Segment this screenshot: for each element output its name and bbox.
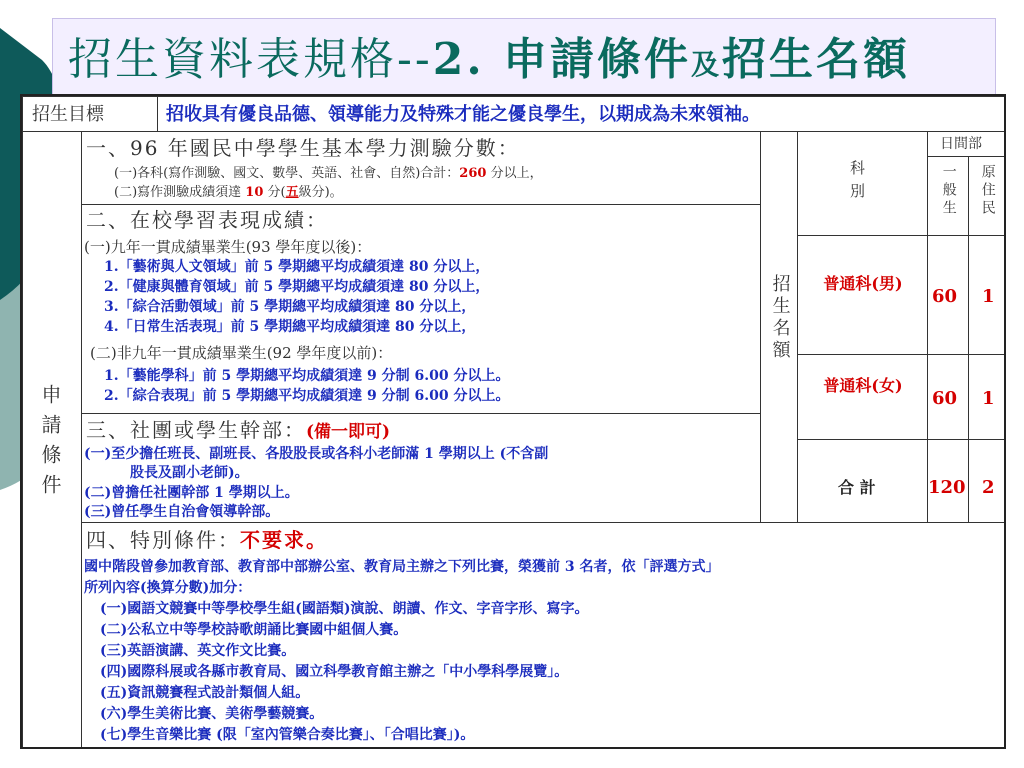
sec1-heading: 一、96 年國民中學學生基本學力測驗分數： [86,136,520,160]
admission-table [20,94,1006,749]
sec4-intro1: 國中階段曾參加教育部、教育部中部辦公室、教育局主辦之下列比賽，榮獲前 3 名者，依「評選方式」 [84,559,720,575]
sec2-item5: 1.「藝能學科」前 5 學期總平均成績須達 9 分制 6.00 分以上。 [104,368,510,384]
sec2-item1: 1.「藝術與人文領域」前 5 學期總平均成績須達 80 分以上， [104,259,490,275]
sec4-item2: (二)公私立中等學校詩歌朗誦比賽國中組個人賽。 [100,622,408,638]
goal-text: 招收具有優良品德、領導能力及特殊才能之優良學生，以期成為未來領袖。 [166,104,760,125]
quota-row1-subject: 普通科(男) [823,274,903,293]
quota-row2-subject: 普通科(女) [823,376,903,395]
quota-row2-general: 60 [932,388,958,409]
sec4-item1: (一)國語文競賽中等學校學生組(國語類)演說、朗讀、作文、字音字形、寫字。 [100,601,589,617]
sec2-heading: 二、在校學習表現成績： [86,208,328,232]
sec1-line1: (一)各科(寫作測驗、國文、數學、英語、社會、自然)合計：260 分以上， [114,166,543,181]
sec4-item7: (七)學生音樂比賽 (限「室內管樂合奏比賽」、「合唱比賽」)。 [100,727,475,743]
sec4-item4: (四)國際科展或各縣市教育局、國立科學教育館主辦之「中小學科學展覽」。 [100,664,569,680]
quota-total-aboriginal: 2 [982,477,995,498]
quota-total-label: 合 計 [838,478,876,497]
quota-general-header: 一般生 [940,164,957,218]
sec4-item3: (三)英語演講、英文作文比賽。 [100,643,296,659]
quota-aboriginal-header: 原住民 [979,164,996,218]
quota-subject-header: 科別 [848,160,866,206]
sec2-item6: 2.「綜合表現」前 5 學期總平均成績須達 9 分制 6.00 分以上。 [104,388,510,404]
sec3-item2: (二)曾擔任社團幹部 1 學期以上。 [84,485,299,501]
quota-row1-aboriginal: 1 [982,286,995,307]
sec4-heading: 四、特別條件：不要求。 [86,528,328,552]
quota-total-general: 120 [928,477,966,498]
quota-row2-subject-cell [797,354,928,440]
side-label: 申請條件 [38,384,62,504]
sec3-heading: 三、社團或學生幹部：(備一即可) [86,418,391,442]
sec3-item1: (一)至少擔任班長、副班長、各股股長或各科小老師滿 1 學期以上 (不含副 [84,446,549,462]
slide-title: 招生資料表規格--2. 申請條件及招生名額 [68,34,911,85]
sec2-sub2: (二)非九年一貫成績畢業生(92 學年度以前)： [90,344,393,362]
goal-label: 招生目標 [32,104,104,125]
sec4-intro2: 所列內容(換算分數)加分： [84,580,252,596]
quota-label: 招生名額 [769,274,791,362]
sec3-item3: (三)曾任學生自治會領導幹部。 [84,504,280,520]
sec4-item6: (六)學生美術比賽、美術學藝競賽。 [100,706,324,722]
quota-row2-aboriginal: 1 [982,388,995,409]
sec3-item1-cont: 股長及副小老師)。 [130,465,249,481]
sec2-item3: 3.「綜合活動領域」前 5 學期總平均成績須達 80 分以上， [104,299,476,315]
sec2-item2: 2.「健康與體育領域」前 5 學期總平均成績須達 80 分以上， [104,279,490,295]
sec1-line2: (二)寫作測驗成績須達 10 分(五級分)。 [114,185,343,200]
quota-row1-subject-cell [797,235,928,355]
quota-row1-general: 60 [932,286,958,307]
sec2-item4: 4.「日常生活表現」前 5 學期總平均成績須達 80 分以上， [104,319,476,335]
sec2-sub1: (一)九年一貫成績畢業生(93 學年度以後)： [84,238,372,256]
sec4-item5: (五)資訊競賽程式設計類個人組。 [100,685,310,701]
quota-day-dept: 日間部 [940,136,982,152]
